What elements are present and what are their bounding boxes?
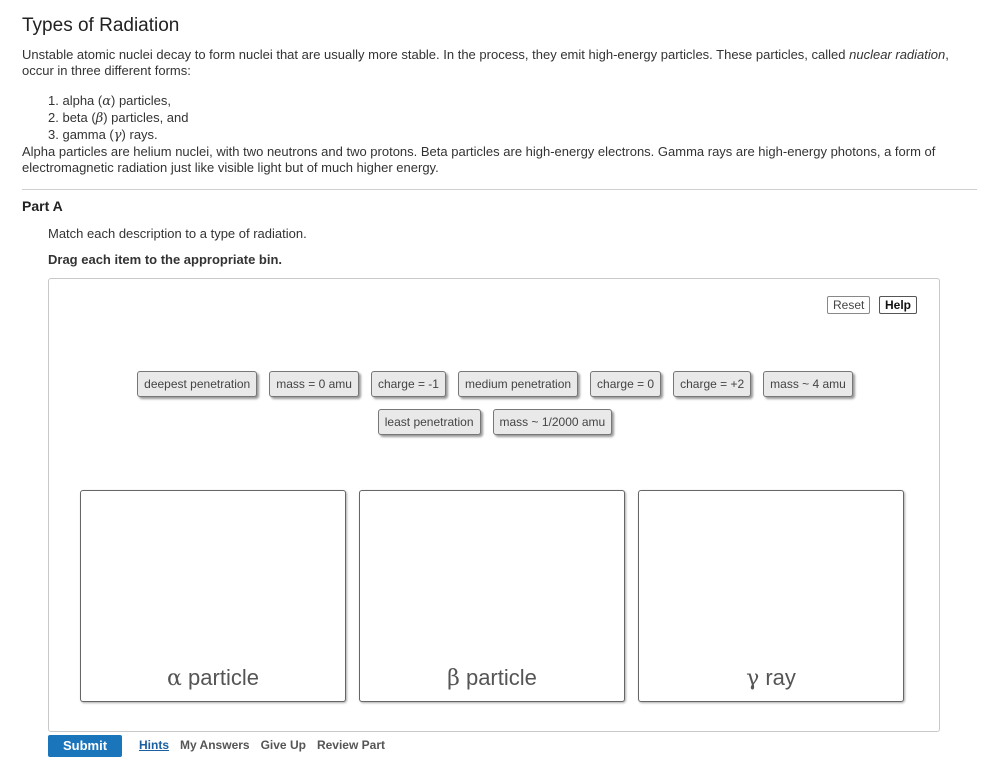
- part-instruction: Match each description to a type of radiation.: [48, 226, 307, 241]
- help-button[interactable]: Help: [879, 296, 917, 314]
- intro-paragraph: Unstable atomic nuclei decay to form nuclei that are usually more stable. In the process, they emit high-energy particles. These particles, called nuclear radiation, occur in three different forms:: [22, 47, 949, 78]
- give-up-link[interactable]: Give Up: [260, 738, 306, 752]
- action-bar: [48, 735, 385, 755]
- my-answers-link[interactable]: My Answers: [180, 738, 250, 752]
- submit-button[interactable]: Submit: [48, 735, 122, 757]
- radiation-list: [22, 93, 967, 144]
- review-part-link[interactable]: Review Part: [316, 738, 385, 752]
- drag-instruction: Drag each item to the appropriate bin.: [48, 252, 283, 267]
- draggable-item[interactable]: charge = +2: [673, 371, 751, 397]
- list-item: 2. beta (β) particles, and: [48, 110, 189, 126]
- bin-label: β particle: [447, 665, 537, 691]
- intro-paragraph-2: Alpha particles are helium nuclei, with two neutrons and two protons. Beta particles are high-energy electrons. Gamma rays are high-energy photons, a form of electromagnetic radiation just like visible light but of much higher energy.: [22, 144, 936, 175]
- hints-link[interactable]: Hints: [139, 738, 169, 752]
- reset-button[interactable]: Reset: [827, 296, 870, 314]
- draggable-item[interactable]: mass ~ 4 amu: [763, 371, 853, 397]
- draggable-item[interactable]: mass = 0 amu: [269, 371, 359, 397]
- draggable-item[interactable]: mass ~ 1/2000 amu: [493, 409, 613, 435]
- draggable-item[interactable]: medium penetration: [458, 371, 578, 397]
- draggable-item[interactable]: deepest penetration: [137, 371, 257, 397]
- list-item: 1. alpha (α) particles,: [48, 93, 171, 109]
- bin-label: γ ray: [746, 665, 796, 691]
- drag-drop-panel: [48, 278, 940, 732]
- section-divider: [22, 189, 977, 190]
- bin-gamma-ray[interactable]: [638, 490, 904, 702]
- bin-beta-particle[interactable]: [359, 490, 625, 702]
- draggable-item[interactable]: charge = -1: [371, 371, 446, 397]
- page-title: Types of Radiation: [22, 15, 180, 36]
- draggable-item[interactable]: least penetration: [378, 409, 481, 435]
- intro-text: [22, 47, 967, 176]
- bin-alpha-particle[interactable]: [80, 490, 346, 702]
- draggable-items: [79, 371, 911, 435]
- nuclear-radiation-term: nuclear radiation: [849, 47, 946, 62]
- draggable-item[interactable]: charge = 0: [590, 371, 661, 397]
- part-title: Part A: [22, 198, 63, 214]
- list-item: 3. gamma (γ) rays.: [48, 127, 158, 143]
- bin-label: α particle: [167, 665, 259, 691]
